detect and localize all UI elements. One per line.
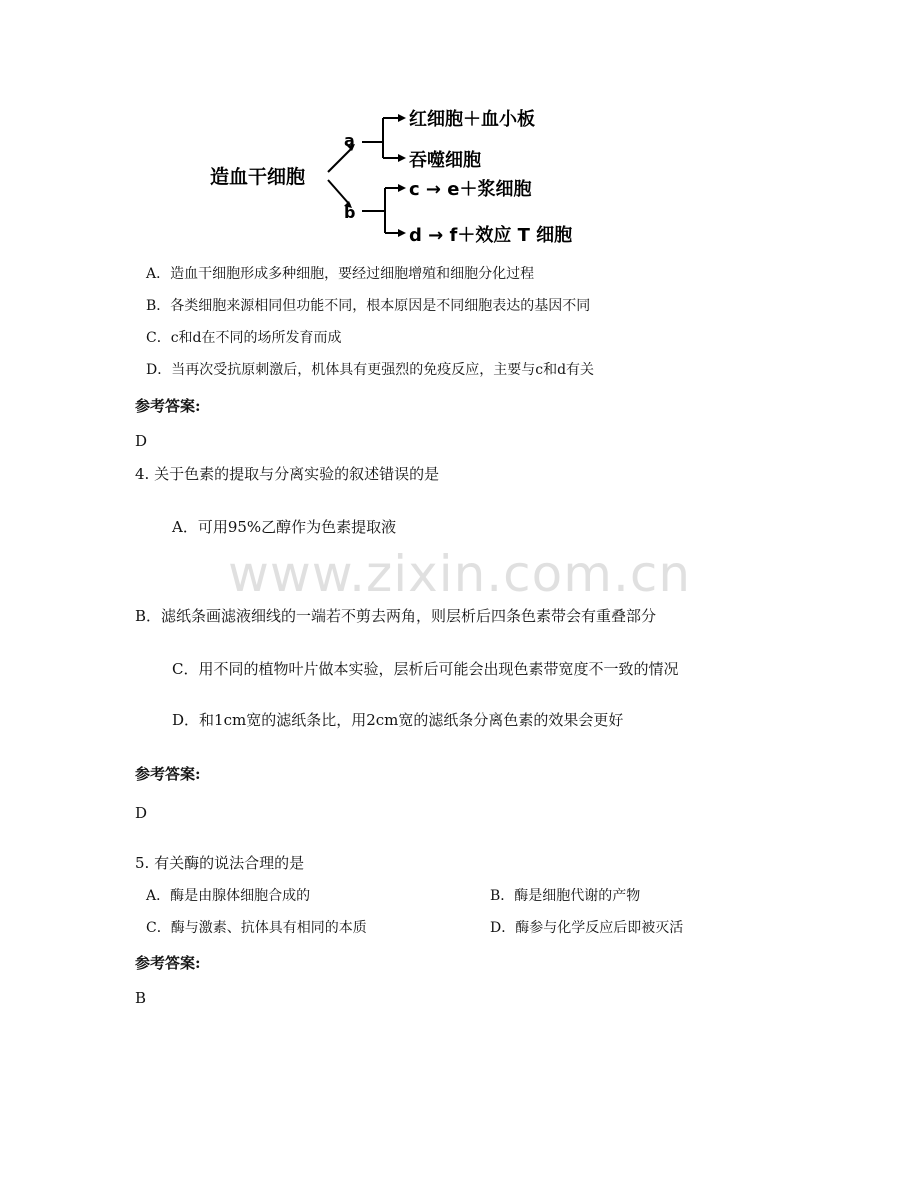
- q3-option-b: B．各类细胞来源相同但功能不同，根本原因是不同细胞表达的基因不同: [146, 298, 591, 314]
- q5-option-d: D．酶参与化学反应后即被灭活: [490, 920, 684, 936]
- q5-answer-label: 参考答案:: [135, 954, 201, 972]
- q5-option-b: B．酶是细胞代谢的产物: [490, 888, 641, 904]
- q3-answer-label: 参考答案:: [135, 397, 201, 415]
- q5-option-c: C．酶与激素、抗体具有相同的本质: [146, 920, 367, 936]
- q3-option-a: A．造血干细胞形成多种细胞，要经过细胞增殖和细胞分化过程: [146, 266, 535, 282]
- q3-answer: D: [135, 432, 148, 450]
- q4-option-c: C．用不同的植物叶片做本实验，层析后可能会出现色素带宽度不一致的情况: [172, 660, 679, 678]
- q5-question: 5. 有关酶的说法合理的是: [135, 854, 305, 872]
- diagram-b1: c → e＋浆细胞: [409, 179, 532, 200]
- q4-answer: D: [135, 804, 148, 822]
- diagram-label-b: b: [344, 203, 356, 222]
- arrow-root-b: [328, 180, 350, 205]
- q4-answer-label: 参考答案:: [135, 765, 201, 783]
- diagram-a1: 红细胞＋血小板: [409, 109, 535, 130]
- cell-differentiation-diagram: [200, 100, 620, 250]
- diagram-b2: d → f＋效应 T 细胞: [409, 225, 573, 246]
- q5-answer: B: [135, 989, 147, 1007]
- watermark: www.zixin.com.cn: [228, 545, 692, 603]
- q4-option-b: B．滤纸条画滤液细线的一端若不剪去两角，则层析后四条色素带会有重叠部分: [135, 607, 657, 625]
- diagram-root: 造血干细胞: [210, 166, 306, 188]
- q3-option-d: D．当再次受抗原刺激后，机体具有更强烈的免疫反应，主要与c和d有关: [146, 362, 595, 378]
- q4-option-d: D．和1cm宽的滤纸条比，用2cm宽的滤纸条分离色素的效果会更好: [172, 711, 624, 729]
- diagram-label-a: a: [344, 131, 355, 150]
- arrow-root-a: [328, 148, 352, 172]
- q3-option-c: C．c和d在不同的场所发育而成: [146, 330, 342, 346]
- q4-question: 4. 关于色素的提取与分离实验的叙述错误的是: [135, 465, 440, 483]
- q4-option-a: A．可用95%乙醇作为色素提取液: [172, 518, 397, 536]
- diagram-a2: 吞噬细胞: [409, 150, 481, 171]
- q5-option-a: A．酶是由腺体细胞合成的: [146, 888, 311, 904]
